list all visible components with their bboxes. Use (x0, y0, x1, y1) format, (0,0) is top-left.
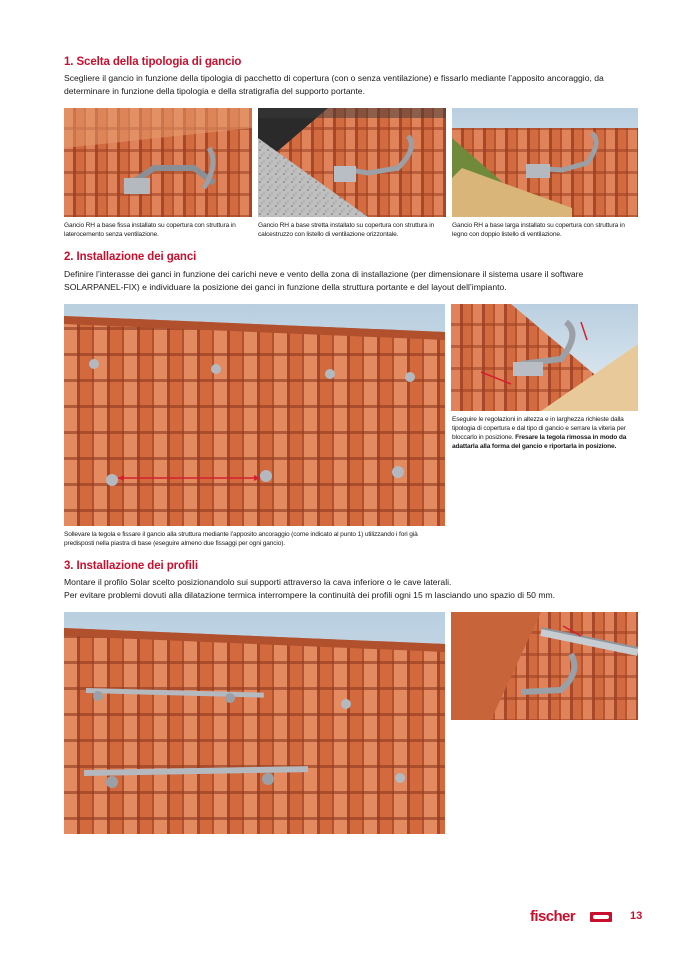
section2-photo-detail (451, 304, 638, 411)
section3-body-line1: Montare il profilo Solar scelto posizionandolo sui supporti attraverso la cava inferiore o le cave laterali. (64, 577, 452, 587)
section2-body: Definire l’interasse dei ganci in funzione dei carichi neve e vento della zona di installazione (per dimensionare il sistema usare il software SOLARPANEL-FIX) e individuare la posizione dei ganci in funzione della struttura portante e del layout dell’impianto. (64, 269, 584, 292)
section2-title: 2. Installazione dei ganci (64, 251, 197, 263)
section3-photo-detail (451, 612, 638, 720)
section1-caption-3: Gancio RH a base larga installato su copertura con struttura in legno con doppio listello di ventilazione. (452, 222, 625, 238)
page-number: 13 (630, 910, 643, 922)
section2-caption-right (452, 415, 638, 451)
section1-photo-2 (258, 108, 446, 217)
section2-caption-right-normal: Eseguire le regolazioni in altezza e in larghezza richieste dalla tipologia di copertura e dal tipo di gancio e serrare la viteria per bloccarlo in posizione. (452, 416, 626, 441)
section1-caption-2: Gancio RH a base stretta installato su copertura con struttura in calcestruzzo con listello di ventilazione orizzontale. (258, 222, 435, 238)
section1-caption-1: Gancio RH a base fissa installato su copertura con struttura in laterocemento senza ventilazione. (64, 222, 236, 238)
section1-body: Scegliere il gancio in funzione della tipologia di pacchetto di copertura (con o senza ventilazione) e fissarlo mediante l’apposito ancoraggio, da determinare in funzione della tipologia e della stratigrafia del supporto portante. (64, 73, 604, 96)
footer (530, 908, 650, 930)
section2-photo-roof (64, 304, 445, 526)
section3-photo-roof (64, 612, 445, 834)
fischer-logo-icon (590, 912, 612, 922)
fischer-logo: fischer (530, 908, 575, 925)
section3-body-line2: Per evitare problemi dovuti alla dilatazione termica interrompere la continuità dei profili ogni 15 m lasciando uno spazio di 50 mm. (64, 590, 556, 600)
section1-photo-1 (64, 108, 252, 217)
section2-caption-right-bold: Fresare la tegola rimossa in modo da adattarla alla forma del gancio e riportarla in posizione. (452, 434, 627, 450)
section2-caption-left: Sollevare la tegola e fissare il gancio alla struttura mediante l’apposito ancoraggio (come indicato al punto 1) utilizzando i fori già predisposti nella piastra di base (eseguire almeno due fissaggi per ogni gancio). (64, 531, 418, 547)
section1-photo-3 (452, 108, 638, 217)
section1-title: 1. Scelta della tipologia di gancio (64, 56, 242, 68)
section3-title: 3. Installazione dei profili (64, 560, 198, 572)
